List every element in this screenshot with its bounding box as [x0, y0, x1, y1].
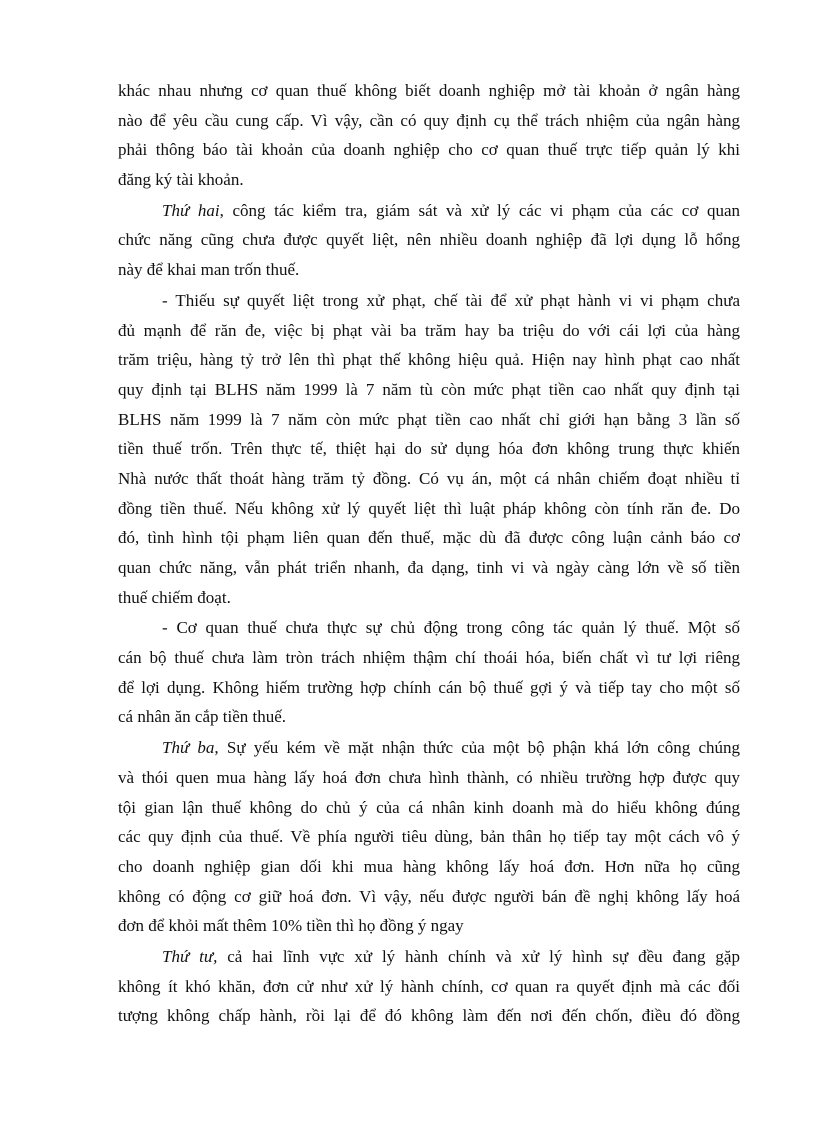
- text-line: khác nhau nhưng cơ quan thuế không biết doanh nghiệp mở tài khoản ở ngân hàng: [118, 81, 740, 100]
- text-line: không ít khó khăn, đơn cử như xử lý hành chính, cơ quan ra quyết định mà các đối: [118, 976, 740, 996]
- text-line: tượng không chấp hành, rồi lại để đó không làm đến nơi đến chốn, điều đó đồng: [118, 1006, 740, 1026]
- paragraph: [118, 942, 740, 1031]
- text-line: BLHS năm 1999 là 7 năm còn mức phạt tiền cao nhất chỉ giới hạn bằng 3 lần số: [118, 409, 740, 429]
- text-run: cả hai lĩnh vực xử lý hành chính và xử lý hình sự đều đang gặp: [217, 946, 740, 966]
- text-line: cán bộ thuế chưa làm tròn trách nhiệm thậm chí thoái hóa, biến chất vì tư lợi riêng: [118, 648, 740, 668]
- text-line: cá nhân ăn cắp tiền thuế.: [118, 707, 287, 727]
- text-line: - Thiếu sự quyết liệt trong xử phạt, chế tài để xử phạt hành vi vi phạm chưa: [162, 290, 740, 310]
- text-line: các quy định của thuế. Về phía người tiêu dùng, bản thân họ tiếp tay một cách vô ý: [118, 827, 740, 847]
- text-line: nào để yêu cầu cung cấp. Vì vậy, cần có quy định cụ thể trách nhiệm của ngân hàng: [118, 110, 740, 130]
- text-line: và thói quen mua hàng lấy hoá đơn chưa hình thành, có nhiều trường hợp được quy: [118, 767, 740, 787]
- section-lead: Thứ tư,: [162, 946, 218, 966]
- text-line: [118, 942, 740, 972]
- paragraph: [118, 613, 740, 732]
- text-line: không có động cơ giữ hoá đơn. Vì vậy, nếu được người bán đề nghị không lấy hoá: [118, 886, 740, 906]
- text-line: tội gian lận thuế không do chủ ý của cá nhân kinh doanh mà do hiểu không đúng: [118, 797, 740, 817]
- text-line: quan chức năng, vẫn phát triển nhanh, đa dạng, tinh vi và ngày càng lớn về số tiền: [118, 558, 740, 577]
- text-line: đăng ký tài khoản.: [118, 170, 244, 190]
- text-line: cho doanh nghiệp gian dối khi mua hàng không lấy hoá đơn. Hơn nữa họ cũng: [118, 856, 740, 876]
- text-line: trăm triệu, hàng tỷ trở lên thì phạt thế không hiệu quả. Hiện nay hình phạt cao nhất: [118, 350, 740, 370]
- text-line: phải thông báo tài khoản của doanh nghiệp cho cơ quan thuế trực tiếp quản lý khi: [118, 140, 740, 160]
- text-run: , công tác kiểm tra, giám sát và xử lý các vi phạm của các cơ quan: [219, 200, 740, 220]
- text-line: - Cơ quan thuế chưa thực sự chủ động trong công tác quản lý thuế. Một số: [162, 618, 740, 638]
- document-page: [118, 76, 740, 1031]
- paragraph: [118, 733, 740, 941]
- text-line: đơn để khỏi mất thêm 10% tiền thì họ đồng ý ngay: [118, 916, 464, 936]
- text-line: tiền thuế trốn. Trên thực tế, thiệt hại do sử dụng hóa đơn không trung thực khiến: [118, 439, 740, 459]
- text-run: , Sự yếu kém về mặt nhận thức của một bộ phận khá lớn công chúng: [214, 738, 740, 758]
- section-lead: Thứ hai: [162, 200, 220, 220]
- text-line: để lợi dụng. Không hiếm trường hợp chính cán bộ thuế gợi ý và tiếp tay cho một số: [118, 677, 740, 697]
- text-line: [118, 196, 740, 226]
- text-line: này để khai man trốn thuế.: [118, 260, 300, 280]
- text-line: chức năng cũng chưa được quyết liệt, nên nhiều doanh nghiệp đã lợi dụng lỗ hổng: [118, 230, 740, 250]
- text-line: Nhà nước thất thoát hàng trăm tỷ đồng. Có vụ án, một cá nhân chiếm đoạt nhiều tỉ: [118, 468, 740, 488]
- text-line: đồng tiền thuế. Nếu không xử lý quyết liệt thì luật pháp không còn tính răn đe. Do: [118, 498, 740, 518]
- text-line: quy định tại BLHS năm 1999 là 7 năm tù còn mức phạt tiền cao nhất quy định tại: [118, 379, 740, 399]
- section-lead: Thứ ba: [162, 738, 215, 758]
- paragraph: [118, 76, 740, 195]
- paragraph: [118, 196, 740, 285]
- text-line: [118, 733, 740, 763]
- text-line: đủ mạnh để răn đe, việc bị phạt vài ba trăm hay ba triệu do với cái lợi của hàng: [118, 320, 740, 340]
- paragraph: [118, 286, 740, 613]
- text-line: đó, tình hình tội phạm liên quan đến thuế, mặc dù đã được công luận cảnh báo cơ: [118, 528, 740, 548]
- text-line: thuế chiếm đoạt.: [118, 587, 231, 607]
